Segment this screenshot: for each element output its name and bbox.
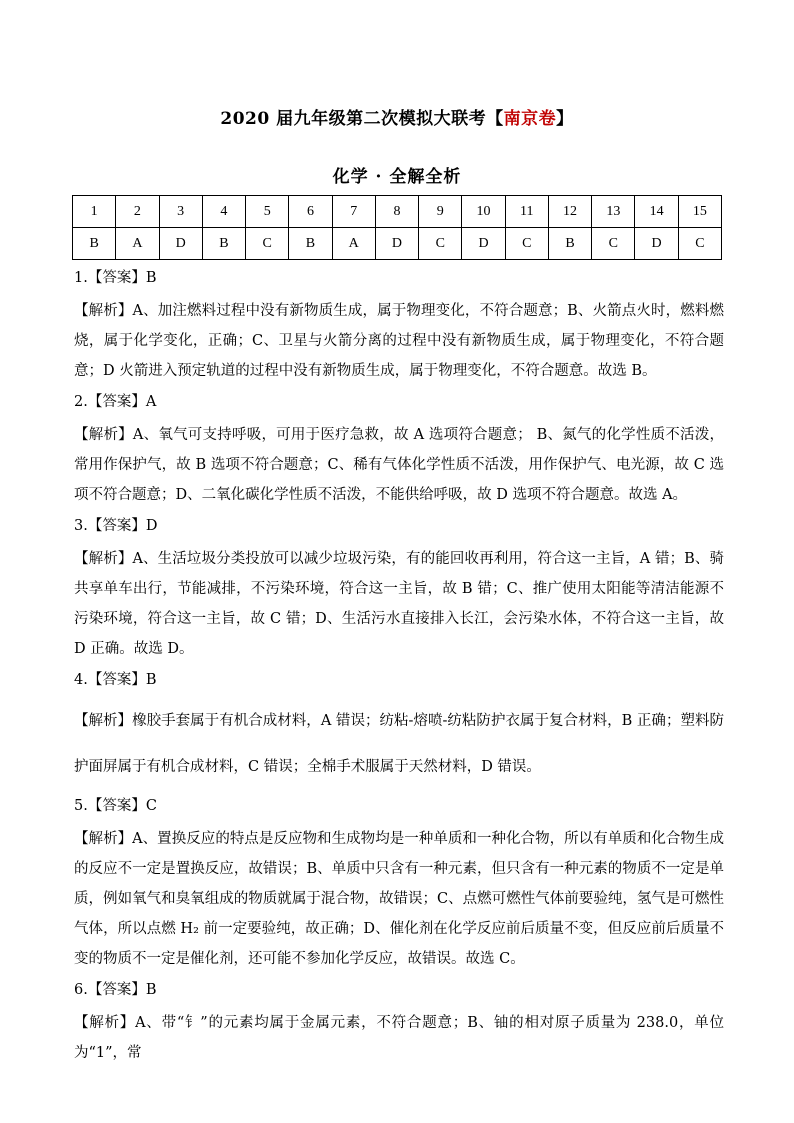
question-number-cell: 7 xyxy=(332,196,375,228)
title-prefix: 2020 届九年级第二次模拟大联考【 xyxy=(220,109,504,129)
answer-cell: C xyxy=(419,228,462,260)
question-6-answer: 6.【答案】B xyxy=(74,982,157,998)
question-number-cell: 10 xyxy=(462,196,505,228)
question-3-answer: 3.【答案】D xyxy=(74,518,158,534)
answer-cell: B xyxy=(202,228,245,260)
question-number-cell: 6 xyxy=(289,196,332,228)
answer-cell: A xyxy=(116,228,159,260)
answer-cell: C xyxy=(678,228,721,260)
answer-cell: B xyxy=(73,228,116,260)
answer-cell: D xyxy=(159,228,202,260)
question-4-analysis: 【解析】橡胶手套属于有机合成材料，A 错误；纺粘-熔喷-纺粘防护衣属于复合材料，B 正确；塑料防护面屏属于有机合成材料，C 错误；全棉手术服属于天然材料，D 错误。 xyxy=(74,713,724,775)
question-number-cell: 4 xyxy=(202,196,245,228)
question-3-analysis: 【解析】A、生活垃圾分类投放可以减少垃圾污染，有的能回收再利用，符合这一主旨，A 错；B、骑共享单车出行，节能减排，不污染环境，符合这一主旨，故 B 错；C、推广使用太阳能等清洁能源不污染环境，符合这一主旨，故 C 错；D、生活污水直接排入长江，会污染水体，不符合这一主旨，故 D 正确。故选 D。 xyxy=(74,551,724,657)
title-region: 南京卷 xyxy=(503,109,557,129)
question-number-cell: 14 xyxy=(635,196,678,228)
question-number-cell: 8 xyxy=(375,196,418,228)
title-suffix: 】 xyxy=(556,109,574,129)
question-number-cell: 9 xyxy=(419,196,462,228)
answer-cell: B xyxy=(289,228,332,260)
question-number-cell: 5 xyxy=(246,196,289,228)
question-number-cell: 12 xyxy=(548,196,591,228)
answer-cell: D xyxy=(375,228,418,260)
answer-cell: C xyxy=(246,228,289,260)
document-title xyxy=(0,104,794,129)
question-number-cell: 11 xyxy=(505,196,548,228)
question-5-answer: 5.【答案】C xyxy=(74,798,157,814)
question-2-answer: 2.【答案】A xyxy=(74,394,157,410)
question-1-answer: 1.【答案】B xyxy=(74,270,157,286)
answer-cell: B xyxy=(548,228,591,260)
question-4-answer: 4.【答案】B xyxy=(74,672,157,688)
question-number-cell: 15 xyxy=(678,196,721,228)
question-2-analysis: 【解析】A、氧气可支持呼吸，可用于医疗急救，故 A 选项符合题意； B、氮气的化学性质不活泼，常用作保护气，故 B 选项不符合题意；C、稀有气体化学性质不活泼，用作保护气、电光源，故 C 选项不符合题意；D、二氧化碳化学性质不活泼，不能供给呼吸，故 D 选项不符合题意。故选 A。 xyxy=(74,427,724,503)
answer-cell: C xyxy=(592,228,635,260)
analysis-section xyxy=(74,268,724,1074)
question-1-analysis: 【解析】A、加注燃料过程中没有新物质生成，属于物理变化，不符合题意；B、火箭点火时，燃料燃烧，属于化学变化，正确；C、卫星与火箭分离的过程中没有新物质生成，属于物理变化，不符合题意；D 火箭进入预定轨道的过程中没有新物质生成，属于物理变化，不符合题意。故选 B。 xyxy=(74,303,724,379)
answer-cell: C xyxy=(505,228,548,260)
question-6-analysis: 【解析】A、带“钅”的元素均属于金属元素，不符合题意；B、铀的相对原子质量为 238.0，单位为“1”，常 xyxy=(74,1015,724,1061)
question-number-cell: 3 xyxy=(159,196,202,228)
answer-table-numbers-row xyxy=(73,196,722,228)
question-number-cell: 1 xyxy=(73,196,116,228)
question-number-cell: 2 xyxy=(116,196,159,228)
answer-cell: A xyxy=(332,228,375,260)
answer-cell: D xyxy=(462,228,505,260)
answer-cell: D xyxy=(635,228,678,260)
document-subtitle: 化学 · 全解全析 xyxy=(332,167,462,187)
answer-table xyxy=(72,195,722,260)
question-5-analysis: 【解析】A、置换反应的特点是反应物和生成物均是一种单质和一种化合物，所以有单质和化合物生成的反应不一定是置换反应，故错误；B、单质中只含有一种元素，但只含有一种元素的物质不一定是单质，例如氧气和臭氧组成的物质就属于混合物，故错误；C、点燃可燃性气体前要验纯，氢气是可燃性气体，所以点燃 H₂ 前一定要验纯，故正确；D、催化剂在化学反应前后质量不变，但反应前后质量不变的物质不一定是催化剂，还可能不参加化学反应，故错误。故选 C。 xyxy=(74,831,724,967)
question-number-cell: 13 xyxy=(592,196,635,228)
answer-table-answers-row xyxy=(73,228,722,260)
